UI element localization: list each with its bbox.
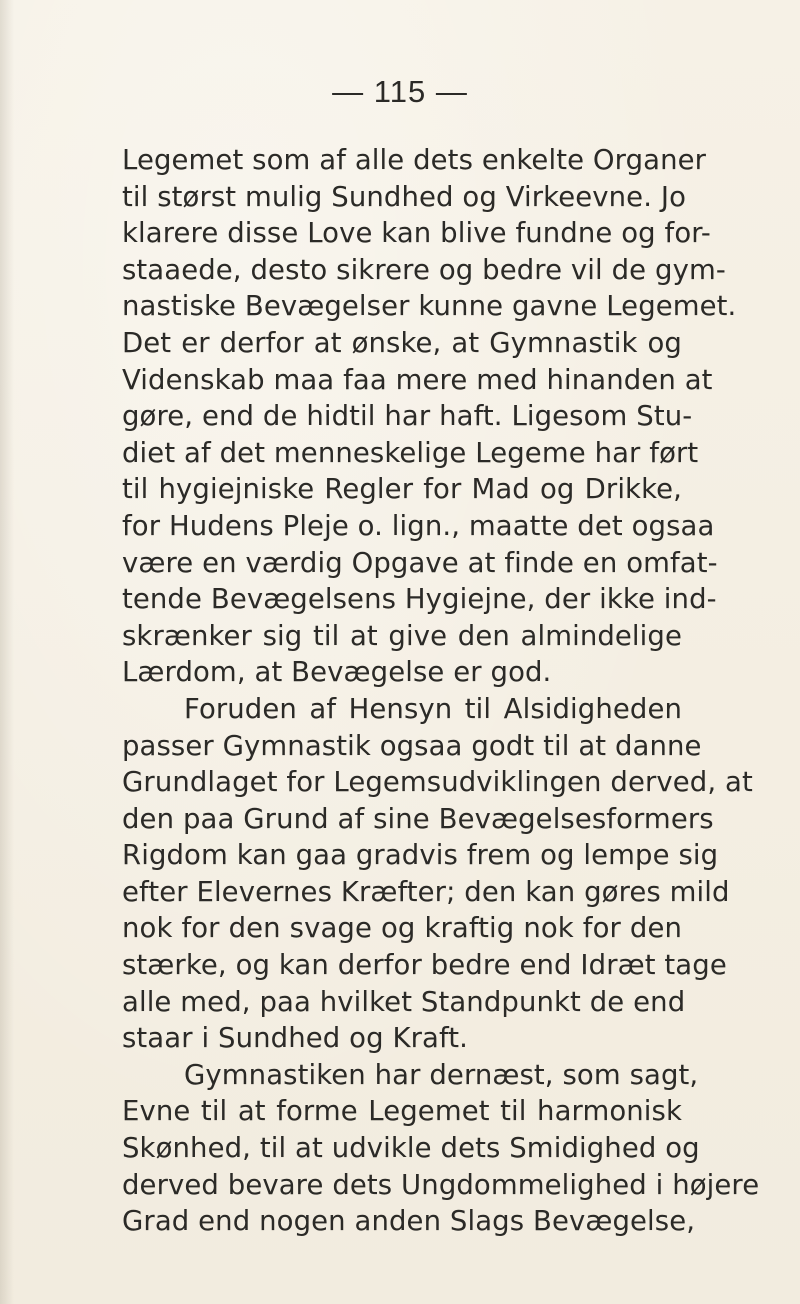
text-line: for Hudens Pleje o. lign., maatte det ogsaa [122,509,715,542]
text-line: staaede, desto sikrere og bedre vil de gym- [122,253,726,286]
text-line: Grad end nogen anden Slags Bevægelse, [122,1205,696,1238]
body-text [122,142,760,1240]
text-line: Skønhed, til at udvikle dets Smidighed og [122,1132,700,1165]
text-line: stærke, og kan derfor bedre end Idræt tage [122,949,727,982]
text-line: alle med, paa hvilket Standpunkt de end [122,985,686,1018]
text-line: Gymnastiken har dernæst, som sagt, [184,1058,699,1091]
text-line: nastiske Bevægelser kunne gavne Legemet. [122,290,737,323]
text-line: nok for den svage og kraftig nok for den [122,912,682,945]
text-line: Evne til at forme Legemet til harmonisk [122,1095,682,1128]
text-line: passer Gymnastik ogsaa godt til at danne [122,729,702,762]
text-line: skrænker sig til at give den almindelige [122,619,682,652]
text-line: til hygiejniske Regler for Mad og Drikke, [122,473,682,506]
text-line: diet af det menneskelige Legeme har ført [122,436,699,469]
text-line: til størst mulig Sundhed og Virkeevne. Jo [122,180,687,213]
text-line: den paa Grund af sine Bevægelsesformers [122,802,714,835]
text-line: være en værdig Opgave at finde en omfat- [122,546,718,579]
page-binding-shadow [0,0,14,1304]
text-line: Lærdom, at Bevægelse er god. [122,656,552,689]
text-line: staar i Sundhed og Kraft. [122,1022,468,1055]
text-line: tende Bevægelsens Hygiejne, der ikke ind- [122,583,717,616]
text-line: Det er derfor at ønske, at Gymnastik og [122,326,682,359]
text-line: Rigdom kan gaa gradvis frem og lempe sig [122,839,719,872]
text-line: Legemet som af alle dets enkelte Organer [122,144,707,176]
text-line: efter Elevernes Kræfter; den kan gøres mild [122,875,730,908]
text-line: Foruden af Hensyn til Alsidigheden [184,692,682,725]
text-line: klarere disse Love kan blive fundne og for- [122,217,711,250]
text-line: derved bevare dets Ungdommelighed i højere [122,1168,760,1201]
page-number: — 115 — [332,74,468,109]
text-line: gøre, end de hidtil har haft. Ligesom Stu- [122,400,693,433]
text-line: Videnskab maa faa mere med hinanden at [122,363,713,396]
text-line: Grundlaget for Legemsudviklingen derved, at [122,766,753,799]
